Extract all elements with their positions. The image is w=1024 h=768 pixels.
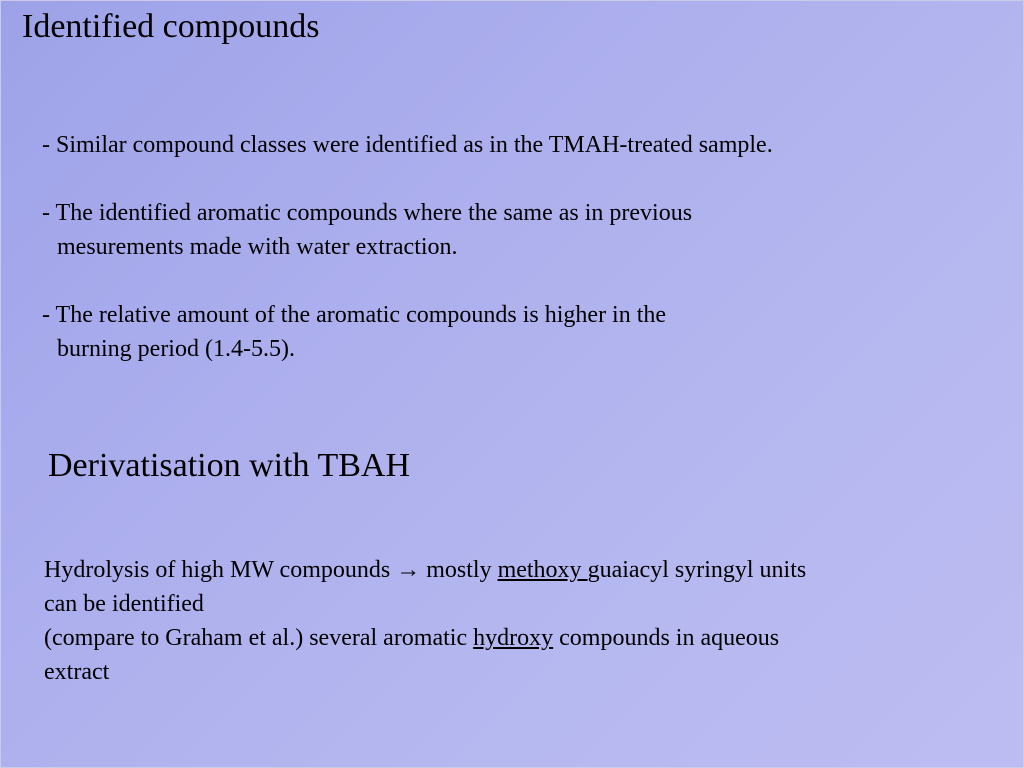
paragraph-text: guaiacyl syringyl units [587, 557, 807, 583]
bullet-item [42, 298, 972, 366]
bullet-item [42, 196, 972, 264]
paragraph-line [44, 553, 974, 587]
body-paragraph [44, 553, 974, 689]
bullet-list [42, 128, 972, 400]
arrow-icon: → [396, 557, 421, 583]
paragraph-text: (compare to Graham et al.) several aromatic [44, 625, 474, 651]
bullet-continuation: mesurements made with water extraction. [57, 234, 458, 260]
underlined-term-hydroxy: hydroxy [473, 625, 554, 651]
paragraph-line: extract [44, 659, 110, 685]
bullet-continuation: burning period (1.4-5.5). [57, 336, 295, 362]
paragraph-text: Hydrolysis of high MW compounds [44, 557, 397, 583]
underlined-term-methoxy: methoxy [497, 557, 588, 583]
bullet-text: - The identified aromatic compounds where the same as in previous [42, 200, 693, 226]
paragraph-text: compounds in aqueous [553, 625, 780, 651]
bullet-item [42, 128, 972, 162]
paragraph-text: mostly [420, 557, 498, 583]
paragraph-line [44, 621, 974, 655]
slide-title: Identified compounds [22, 8, 320, 45]
paragraph-line: can be identified [44, 591, 204, 617]
bullet-text: - The relative amount of the aromatic compounds is higher in the [42, 302, 667, 328]
bullet-text: - Similar compound classes were identified as in the TMAH-treated sample. [42, 132, 773, 158]
section-title: Derivatisation with TBAH [48, 447, 410, 484]
